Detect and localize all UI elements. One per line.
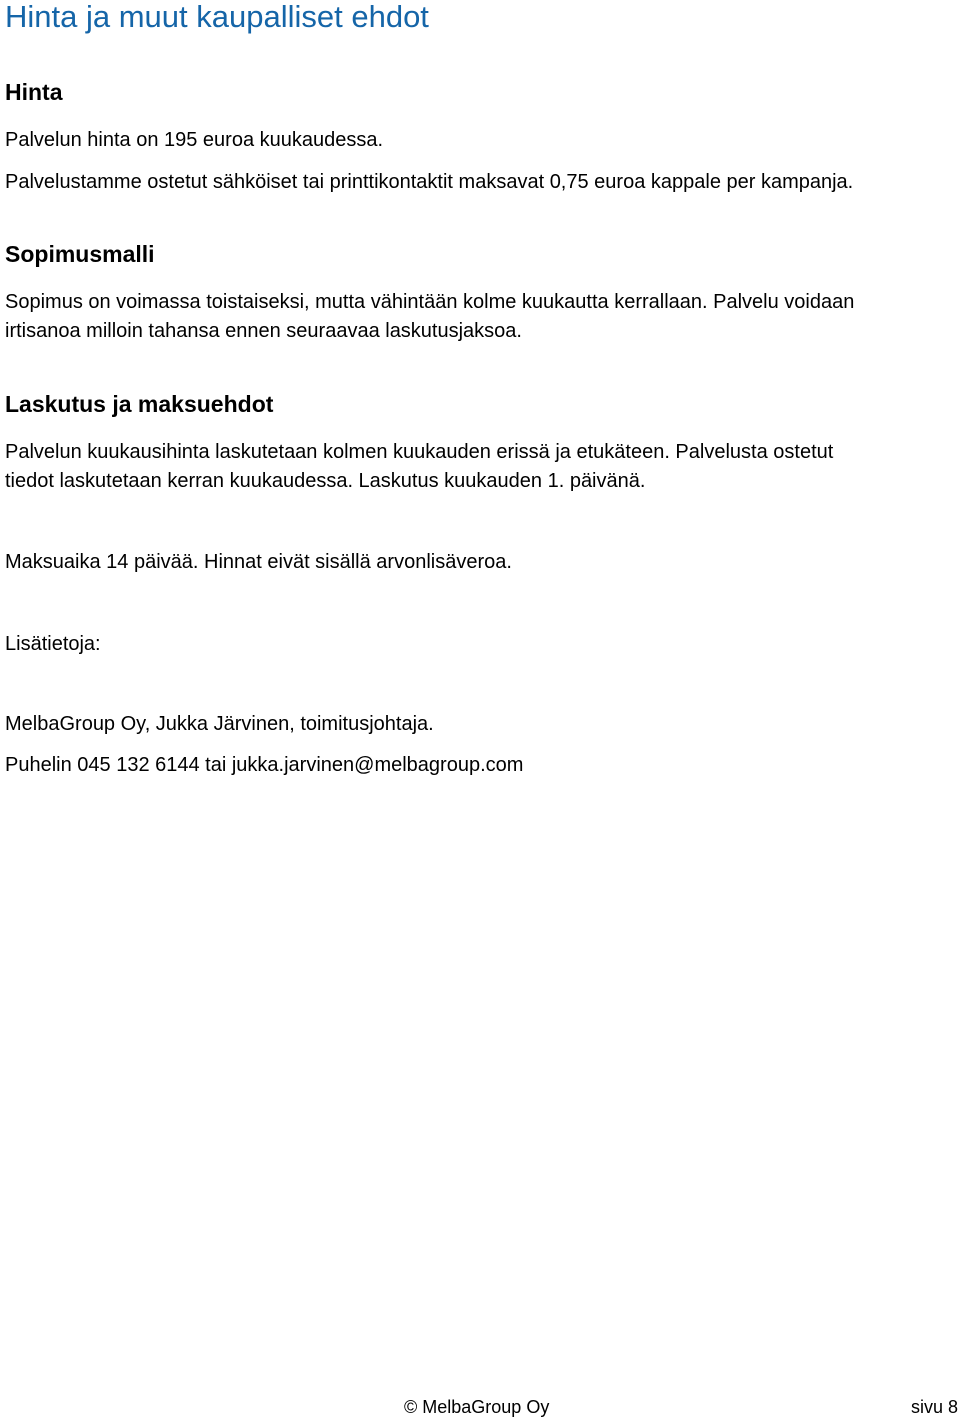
section-heading-laskutus: Laskutus ja maksuehdot (5, 391, 274, 417)
sopimusmalli-line-2: irtisanoa milloin tahansa ennen seuraavaa laskutusjaksoa. (5, 320, 522, 342)
lisatietoja-label: Lisätietoja: (5, 633, 101, 655)
section-heading-hinta: Hinta (5, 79, 63, 105)
contact-line-1: MelbaGroup Oy, Jukka Järvinen, toimitusjohtaja. (5, 713, 434, 735)
footer-page-number: sivu 8 (910, 1397, 958, 1417)
laskutus-line-1: Palvelun kuukausihinta laskutetaan kolmen kuukauden erissä ja etukäteen. Palvelusta ostetut (5, 441, 834, 463)
sopimusmalli-line-1: Sopimus on voimassa toistaiseksi, mutta vähintään kolme kuukautta kerrallaan. Palvelu voidaan (5, 291, 855, 313)
maksuaika-text: Maksuaika 14 päivää. Hinnat eivät sisällä arvonlisäveroa. (5, 551, 512, 573)
hinta-line-2: Palvelustamme ostetut sähköiset tai printtikontaktit maksavat 0,75 euroa kappale per kampanja. (5, 171, 854, 193)
page-title: Hinta ja muut kaupalliset ehdot (5, 0, 429, 34)
hinta-line-1: Palvelun hinta on 195 euroa kuukaudessa. (5, 129, 384, 151)
footer-copyright: © MelbaGroup Oy (404, 1397, 550, 1417)
laskutus-line-2: tiedot laskutetaan kerran kuukaudessa. Laskutus kuukauden 1. päivänä. (5, 470, 646, 492)
contact-line-2: Puhelin 045 132 6144 tai jukka.jarvinen@melbagroup.com (5, 754, 524, 776)
section-heading-sopimusmalli: Sopimusmalli (5, 241, 155, 267)
